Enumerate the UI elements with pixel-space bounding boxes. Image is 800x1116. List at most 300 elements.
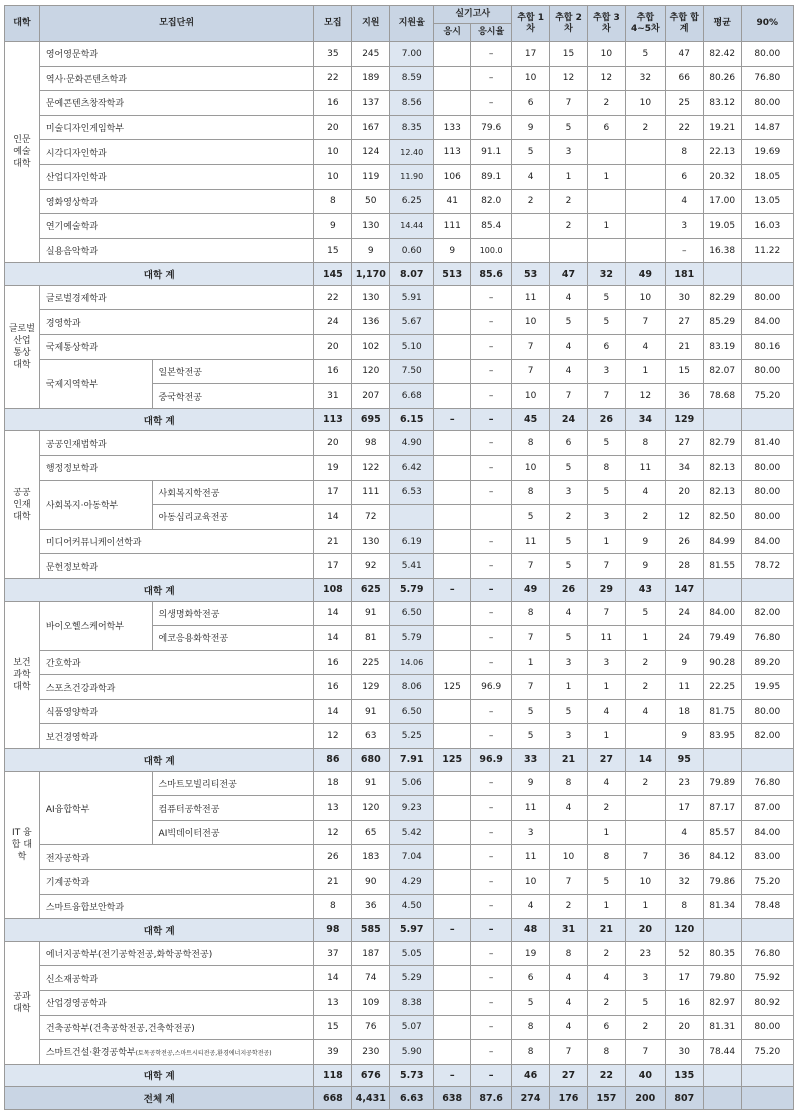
- cell-a2: 5: [550, 529, 588, 554]
- table-row: [5, 990, 794, 1015]
- table-row: [5, 894, 794, 919]
- cell-a2: 6: [550, 431, 588, 456]
- major-cell: 아동심리교육전공: [152, 505, 314, 530]
- cell-a1: [512, 238, 550, 263]
- cell-trate: –: [471, 894, 512, 919]
- cell-a45: [625, 164, 665, 189]
- cell-at: 16: [665, 990, 703, 1015]
- unit-cell: 실용음악학과: [39, 238, 314, 263]
- cell-rate: 5.42: [390, 820, 434, 845]
- cell-quota: 21: [314, 529, 352, 554]
- header-add-total: 추합 합계: [665, 6, 703, 42]
- cell-quota: 20: [314, 431, 352, 456]
- cell-a1: 10: [512, 66, 550, 91]
- cell-a1: 19: [512, 941, 550, 966]
- cell-at: 3: [665, 214, 703, 239]
- cell-app: 74: [352, 966, 390, 991]
- table-row: [5, 140, 794, 165]
- cell-rate: 5.90: [390, 1040, 434, 1065]
- cell-a2: 1: [550, 675, 588, 700]
- cell-a2: 10: [550, 845, 588, 870]
- cell-a1: 11: [512, 529, 550, 554]
- unit-cell: 스포츠건강과학과: [39, 675, 314, 700]
- cell-at: –: [665, 238, 703, 263]
- subtotal-taken: 125: [434, 749, 471, 772]
- cell-at: 28: [665, 554, 703, 579]
- cell-at: 52: [665, 941, 703, 966]
- cell-rate: 6.25: [390, 189, 434, 214]
- cell-avg: 78.44: [703, 1040, 741, 1065]
- cell-quota: 19: [314, 456, 352, 481]
- cell-a45: 32: [625, 66, 665, 91]
- cell-p90: 80.00: [741, 699, 793, 724]
- cell-taken: [434, 1040, 471, 1065]
- cell-a45: [625, 820, 665, 845]
- grand-total-rate: 6.63: [390, 1087, 434, 1110]
- cell-app: 120: [352, 796, 390, 821]
- cell-trate: –: [471, 285, 512, 310]
- cell-rate: 6.68: [390, 384, 434, 409]
- cell-app: 225: [352, 650, 390, 675]
- cell-a1: 10: [512, 310, 550, 335]
- cell-a1: 7: [512, 335, 550, 360]
- cell-at: 27: [665, 431, 703, 456]
- subtotal-avg: [703, 919, 741, 942]
- cell-rate: 5.67: [390, 310, 434, 335]
- table-row: [5, 115, 794, 140]
- table-row: [5, 285, 794, 310]
- cell-at: 66: [665, 66, 703, 91]
- subtotal-a2: 47: [550, 263, 588, 286]
- subtotal-avg: [703, 578, 741, 601]
- cell-a2: 2: [550, 189, 588, 214]
- cell-a45: 1: [625, 626, 665, 651]
- cell-app: 109: [352, 990, 390, 1015]
- subtotal-trate: 96.9: [471, 749, 512, 772]
- unit-note: (토목공학전공,스마트시티전공,환경에너지공학전공): [135, 1050, 272, 1058]
- cell-rate: 12.40: [390, 140, 434, 165]
- cell-app: 183: [352, 845, 390, 870]
- subtotal-p90: [741, 1064, 793, 1087]
- cell-avg: 80.26: [703, 66, 741, 91]
- college-name-cell: 공공 인재 대학: [5, 431, 40, 579]
- cell-a2: 4: [550, 335, 588, 360]
- cell-avg: 87.17: [703, 796, 741, 821]
- cell-trate: –: [471, 941, 512, 966]
- subtotal-taken: –: [434, 408, 471, 431]
- cell-a1: 7: [512, 626, 550, 651]
- cell-p90: 82.00: [741, 601, 793, 626]
- cell-quota: 37: [314, 941, 352, 966]
- cell-quota: 10: [314, 164, 352, 189]
- cell-rate: 11.90: [390, 164, 434, 189]
- cell-taken: [434, 990, 471, 1015]
- unit-cell: 경영학과: [39, 310, 314, 335]
- subtotal-app: 625: [352, 578, 390, 601]
- grand-total-a1: 274: [512, 1087, 550, 1110]
- cell-rate: 5.06: [390, 771, 434, 796]
- cell-a3: 7: [587, 554, 625, 579]
- cell-rate: 7.50: [390, 359, 434, 384]
- cell-a45: 10: [625, 285, 665, 310]
- cell-at: 36: [665, 845, 703, 870]
- cell-taken: [434, 66, 471, 91]
- table-row: [5, 1040, 794, 1065]
- cell-taken: [434, 359, 471, 384]
- cell-a3: 5: [587, 431, 625, 456]
- cell-avg: 20.32: [703, 164, 741, 189]
- cell-at: 8: [665, 894, 703, 919]
- subtotal-label: 대학 계: [5, 408, 314, 431]
- cell-p90: 81.40: [741, 431, 793, 456]
- cell-a45: 4: [625, 335, 665, 360]
- cell-quota: 14: [314, 505, 352, 530]
- subtotal-a2: 31: [550, 919, 588, 942]
- cell-app: 137: [352, 91, 390, 116]
- subtotal-rate: 5.79: [390, 578, 434, 601]
- cell-rate: 8.59: [390, 66, 434, 91]
- cell-app: 122: [352, 456, 390, 481]
- cell-trate: –: [471, 650, 512, 675]
- cell-a3: 2: [587, 941, 625, 966]
- cell-a3: 4: [587, 966, 625, 991]
- cell-a2: 15: [550, 42, 588, 67]
- cell-p90: 80.00: [741, 1015, 793, 1040]
- cell-a3: 2: [587, 91, 625, 116]
- cell-app: 90: [352, 870, 390, 895]
- subtotal-quota: 118: [314, 1064, 352, 1087]
- subtotal-a2: 26: [550, 578, 588, 601]
- header-applicants: 지원: [352, 6, 390, 42]
- subtotal-a3: 32: [587, 263, 625, 286]
- cell-app: 91: [352, 601, 390, 626]
- subtotal-rate: 5.97: [390, 919, 434, 942]
- grand-total-row: [5, 1087, 794, 1110]
- cell-a1: 7: [512, 675, 550, 700]
- cell-a1: 10: [512, 870, 550, 895]
- cell-at: 24: [665, 601, 703, 626]
- cell-rate: 14.44: [390, 214, 434, 239]
- subtotal-a1: 45: [512, 408, 550, 431]
- unit-cell: 연기예술학과: [39, 214, 314, 239]
- cell-avg: 16.38: [703, 238, 741, 263]
- major-cell: 중국학전공: [152, 384, 314, 409]
- cell-a1: 8: [512, 1040, 550, 1065]
- unit-cell: 미술디자인게임학부: [39, 115, 314, 140]
- subtotal-a45: 49: [625, 263, 665, 286]
- cell-avg: 22.25: [703, 675, 741, 700]
- subtotal-a3: 27: [587, 749, 625, 772]
- subtotal-label: 대학 계: [5, 263, 314, 286]
- cell-p90: 18.05: [741, 164, 793, 189]
- cell-a3: 5: [587, 310, 625, 335]
- header-unit: 모집단위: [39, 6, 314, 42]
- subtotal-at: 181: [665, 263, 703, 286]
- grand-total-a3: 157: [587, 1087, 625, 1110]
- cell-taken: [434, 456, 471, 481]
- cell-quota: 22: [314, 66, 352, 91]
- cell-a3: 6: [587, 335, 625, 360]
- cell-p90: 89.20: [741, 650, 793, 675]
- cell-a45: [625, 189, 665, 214]
- cell-avg: 82.97: [703, 990, 741, 1015]
- cell-p90: 75.20: [741, 870, 793, 895]
- cell-p90: 83.00: [741, 845, 793, 870]
- subtotal-at: 120: [665, 919, 703, 942]
- cell-a2: 4: [550, 966, 588, 991]
- cell-at: 30: [665, 285, 703, 310]
- table-row: [5, 1015, 794, 1040]
- subtotal-trate: –: [471, 1064, 512, 1087]
- cell-a3: 1: [587, 894, 625, 919]
- cell-at: 27: [665, 310, 703, 335]
- table-row: [5, 845, 794, 870]
- cell-a2: 7: [550, 384, 588, 409]
- cell-quota: 35: [314, 42, 352, 67]
- department-cell: 바이오헬스케어학부: [39, 601, 152, 650]
- cell-rate: 8.35: [390, 115, 434, 140]
- cell-a2: 5: [550, 626, 588, 651]
- unit-cell: 시각디자인학과: [39, 140, 314, 165]
- cell-at: 32: [665, 870, 703, 895]
- cell-avg: 84.99: [703, 529, 741, 554]
- subtotal-a2: 21: [550, 749, 588, 772]
- cell-a3: 1: [587, 164, 625, 189]
- cell-trate: [471, 505, 512, 530]
- college-name-cell: 보건 과학 대학: [5, 601, 40, 749]
- cell-quota: 21: [314, 870, 352, 895]
- header-practical: 실기고사: [434, 6, 512, 24]
- cell-at: 4: [665, 820, 703, 845]
- major-cell: 일본학전공: [152, 359, 314, 384]
- cell-avg: 82.29: [703, 285, 741, 310]
- cell-a3: [587, 238, 625, 263]
- header-taken: 응시: [434, 24, 471, 42]
- unit-cell: 국제통상학과: [39, 335, 314, 360]
- table-row: [5, 870, 794, 895]
- cell-p90: 75.92: [741, 966, 793, 991]
- cell-at: 15: [665, 359, 703, 384]
- cell-trate: –: [471, 66, 512, 91]
- cell-avg: 81.55: [703, 554, 741, 579]
- cell-taken: [434, 310, 471, 335]
- header-add1: 추합 1차: [512, 6, 550, 42]
- cell-a2: 2: [550, 214, 588, 239]
- cell-a1: 11: [512, 845, 550, 870]
- cell-quota: 8: [314, 189, 352, 214]
- cell-app: 120: [352, 359, 390, 384]
- cell-app: 187: [352, 941, 390, 966]
- department-cell: 국제지역학부: [39, 359, 152, 408]
- cell-app: 76: [352, 1015, 390, 1040]
- cell-rate: 4.29: [390, 870, 434, 895]
- cell-trate: 100.0: [471, 238, 512, 263]
- cell-taken: [434, 42, 471, 67]
- subtotal-a3: 26: [587, 408, 625, 431]
- cell-avg: 82.13: [703, 456, 741, 481]
- grand-total-a2: 176: [550, 1087, 588, 1110]
- cell-p90: 80.16: [741, 335, 793, 360]
- cell-a1: 7: [512, 554, 550, 579]
- cell-a2: 7: [550, 91, 588, 116]
- cell-at: 9: [665, 724, 703, 749]
- cell-a3: 1: [587, 214, 625, 239]
- cell-a45: 2: [625, 650, 665, 675]
- table-row: [5, 601, 794, 626]
- unit-cell: 보건경영학과: [39, 724, 314, 749]
- cell-a1: 8: [512, 480, 550, 505]
- department-cell: 사회복지·아동학부: [39, 480, 152, 529]
- subtotal-a1: 46: [512, 1064, 550, 1087]
- cell-trate: 96.9: [471, 675, 512, 700]
- college-name-cell: IT 융합 대학: [5, 771, 40, 919]
- table-row: [5, 480, 794, 505]
- cell-at: 30: [665, 1040, 703, 1065]
- cell-at: 8: [665, 140, 703, 165]
- cell-rate: 7.04: [390, 845, 434, 870]
- cell-taken: [434, 529, 471, 554]
- cell-rate: 5.41: [390, 554, 434, 579]
- college-subtotal-row: [5, 578, 794, 601]
- cell-p90: 80.00: [741, 285, 793, 310]
- cell-at: 47: [665, 42, 703, 67]
- subtotal-trate: –: [471, 578, 512, 601]
- cell-avg: 80.35: [703, 941, 741, 966]
- college-subtotal-row: [5, 749, 794, 772]
- cell-a3: 1: [587, 675, 625, 700]
- subtotal-trate: –: [471, 408, 512, 431]
- cell-a45: 2: [625, 675, 665, 700]
- subtotal-app: 1,170: [352, 263, 390, 286]
- header-add45: 추합 4~5차: [625, 6, 665, 42]
- cell-taken: 41: [434, 189, 471, 214]
- cell-p90: 75.20: [741, 384, 793, 409]
- cell-quota: 8: [314, 894, 352, 919]
- cell-a1: 10: [512, 456, 550, 481]
- cell-quota: 10: [314, 140, 352, 165]
- table-row: [5, 66, 794, 91]
- cell-a3: 5: [587, 870, 625, 895]
- cell-a2: 2: [550, 505, 588, 530]
- cell-trate: –: [471, 966, 512, 991]
- cell-a3: 2: [587, 990, 625, 1015]
- cell-rate: 6.50: [390, 699, 434, 724]
- cell-quota: 12: [314, 724, 352, 749]
- cell-a45: [625, 796, 665, 821]
- cell-a45: 5: [625, 601, 665, 626]
- cell-a2: 7: [550, 1040, 588, 1065]
- cell-trate: 82.0: [471, 189, 512, 214]
- cell-trate: –: [471, 699, 512, 724]
- college-subtotal-row: [5, 1064, 794, 1087]
- cell-taken: [434, 601, 471, 626]
- cell-p90: 76.80: [741, 771, 793, 796]
- cell-rate: 6.53: [390, 480, 434, 505]
- cell-a3: 4: [587, 699, 625, 724]
- cell-avg: 82.79: [703, 431, 741, 456]
- cell-taken: [434, 505, 471, 530]
- cell-avg: 17.00: [703, 189, 741, 214]
- subtotal-a45: 34: [625, 408, 665, 431]
- cell-app: 9: [352, 238, 390, 263]
- subtotal-p90: [741, 749, 793, 772]
- cell-trate: –: [471, 771, 512, 796]
- cell-taken: [434, 384, 471, 409]
- cell-taken: [434, 724, 471, 749]
- cell-a45: 5: [625, 42, 665, 67]
- cell-a45: 8: [625, 431, 665, 456]
- cell-rate: 5.05: [390, 941, 434, 966]
- cell-a1: 3: [512, 820, 550, 845]
- cell-taken: [434, 699, 471, 724]
- cell-trate: –: [471, 724, 512, 749]
- cell-avg: 85.29: [703, 310, 741, 335]
- cell-trate: 79.6: [471, 115, 512, 140]
- cell-rate: 7.00: [390, 42, 434, 67]
- cell-avg: 84.00: [703, 601, 741, 626]
- cell-p90: 84.00: [741, 310, 793, 335]
- cell-a45: 5: [625, 990, 665, 1015]
- cell-quota: 14: [314, 626, 352, 651]
- subtotal-avg: [703, 263, 741, 286]
- cell-rate: 5.25: [390, 724, 434, 749]
- cell-avg: 82.50: [703, 505, 741, 530]
- cell-quota: 17: [314, 480, 352, 505]
- cell-trate: –: [471, 91, 512, 116]
- unit-name: 스마트건설·환경공학부: [45, 1048, 136, 1059]
- cell-trate: –: [471, 431, 512, 456]
- cell-p90: 76.80: [741, 66, 793, 91]
- cell-a3: 8: [587, 456, 625, 481]
- unit-cell: 식품영양학과: [39, 699, 314, 724]
- cell-app: 230: [352, 1040, 390, 1065]
- cell-avg: 83.19: [703, 335, 741, 360]
- cell-a3: 6: [587, 1015, 625, 1040]
- grand-total-at: 807: [665, 1087, 703, 1110]
- cell-rate: 5.29: [390, 966, 434, 991]
- table-row: [5, 164, 794, 189]
- unit-cell: 전자공학과: [39, 845, 314, 870]
- cell-trate: –: [471, 480, 512, 505]
- cell-p90: 82.00: [741, 724, 793, 749]
- cell-p90: 80.00: [741, 91, 793, 116]
- cell-quota: 20: [314, 115, 352, 140]
- cell-a45: 1: [625, 359, 665, 384]
- cell-taken: 125: [434, 675, 471, 700]
- cell-app: 65: [352, 820, 390, 845]
- cell-a1: 8: [512, 431, 550, 456]
- cell-trate: –: [471, 626, 512, 651]
- cell-a1: [512, 214, 550, 239]
- cell-a1: 5: [512, 505, 550, 530]
- cell-p90: 14.87: [741, 115, 793, 140]
- grand-total-label: 전체 계: [5, 1087, 314, 1110]
- major-cell: 의생명화학전공: [152, 601, 314, 626]
- cell-a3: 2: [587, 796, 625, 821]
- cell-a45: 7: [625, 845, 665, 870]
- cell-p90: 16.03: [741, 214, 793, 239]
- cell-taken: [434, 626, 471, 651]
- cell-rate: 9.23: [390, 796, 434, 821]
- cell-avg: 79.89: [703, 771, 741, 796]
- subtotal-a3: 21: [587, 919, 625, 942]
- cell-app: 167: [352, 115, 390, 140]
- subtotal-label: 대학 계: [5, 1064, 314, 1087]
- cell-quota: 13: [314, 796, 352, 821]
- cell-p90: 76.80: [741, 626, 793, 651]
- cell-taken: 133: [434, 115, 471, 140]
- cell-avg: 83.95: [703, 724, 741, 749]
